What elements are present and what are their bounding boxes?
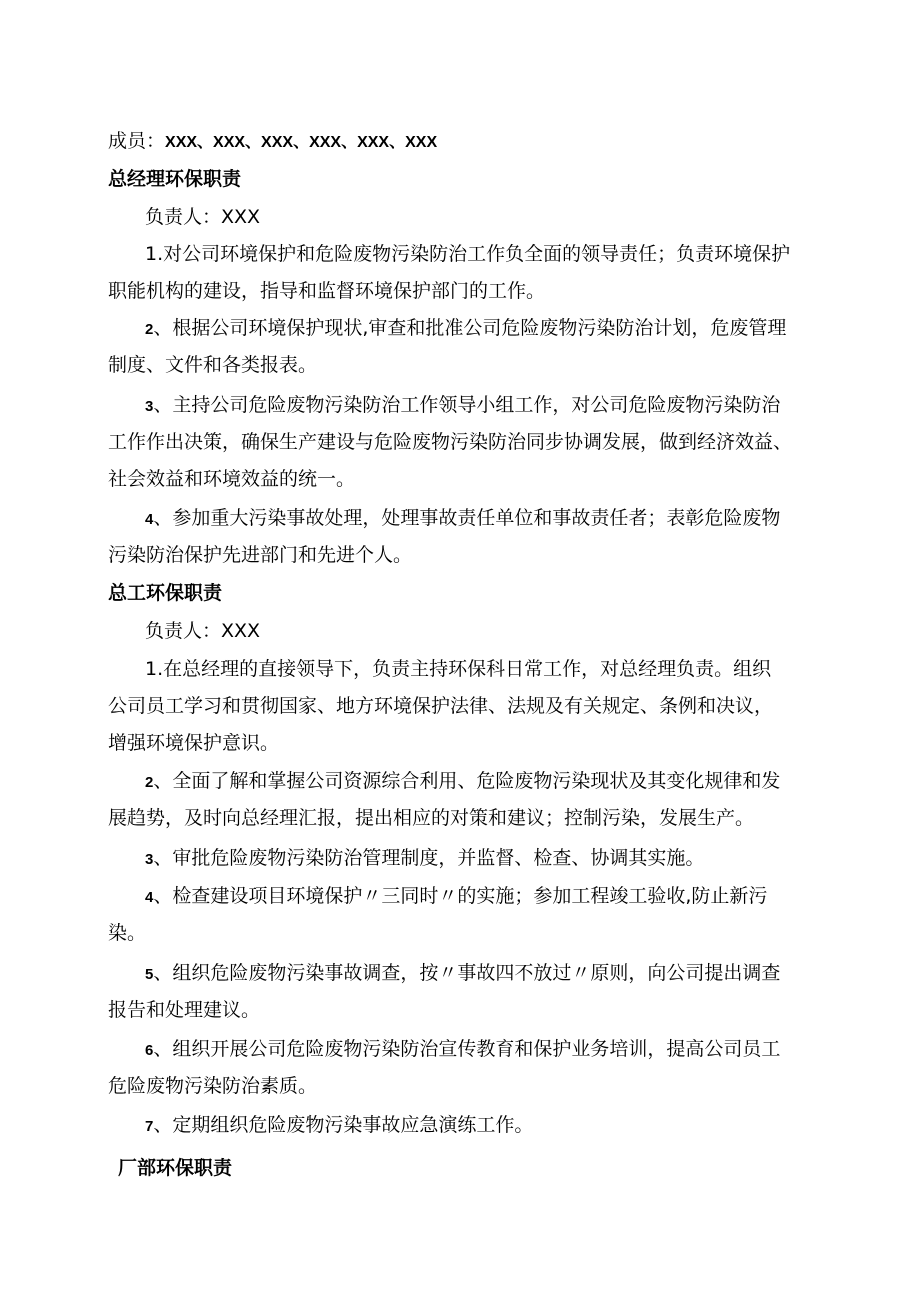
ce-item5-number: 5 [145,966,154,983]
gm-item4-text: 、参加重大污染事故处理，处理事故责任单位和事故责任者；表彰危险废物 [153,507,781,529]
ce-item2-number: 2 [145,774,154,791]
ce-item3-text: 、审批危险废物污染防治管理制度，并监督、检查、协调其实施。 [153,847,705,869]
gm-item2-line1 [145,315,786,343]
ce-item4-line2: 染。 [108,922,147,944]
gm-heading: 总经理环保职责 [108,168,242,190]
gm-item3-number: 3 [145,398,154,415]
ce-item3-line1 [145,845,704,873]
gm-item3-line2: 工作作出决策，确保生产建设与危险废物污染防治同步协调发展，做到经济效益、 [108,431,793,453]
ce-item7-line1 [145,1112,533,1140]
ce-item1-line3: 增强环境保护意识。 [108,732,280,754]
ce-item5-line2: 报告和处理建议。 [108,999,261,1021]
gm-item1-line2: 职能机构的建设，指导和监督环境保护部门的工作。 [108,280,546,302]
ce-item6-number: 6 [145,1042,154,1059]
ce-item5-text: 、组织危险废物污染事故调查，按〃事故四不放过〃原则，向公司提出调查 [153,962,781,984]
ce-item6-text: 、组织开展公司危险废物污染防治宣传教育和保护业务培训，提高公司员工 [153,1038,781,1060]
gm-item2-line2: 制度、文件和各类报表。 [108,354,318,376]
ce-item5-line1 [145,960,780,988]
ce-item3-number: 3 [145,851,154,868]
ce-item4-text: 、检查建设项目环境保护〃三同时〃的实施；参加工程竣工验收,防止新污 [153,885,768,907]
gm-item2-number: 2 [145,321,154,338]
gm-item2-text: 、根据公司环境保护现状,审查和批准公司危险废物污染防治计划，危废管理 [153,317,787,339]
gm-item3-line1 [145,392,780,420]
gm-item3-line3: 社会效益和环境效益的统一。 [108,468,356,490]
ce-item6-line1 [145,1036,780,1064]
members-line [108,128,437,156]
gm-item1-line1: 1.对公司环境保护和危险废物污染防治工作负全面的领导责任；负责环境保护 [145,243,791,265]
ce-item2-line2: 展趋势，及时向总经理汇报，提出相应的对策和建议；控制污染，发展生产。 [108,807,755,829]
gm-item4-number: 4 [145,511,154,528]
members-names: XXX、XXX、XXX、XXX、XXX、XXX [165,134,438,151]
ce-item2-text: 、全面了解和掌握公司资源综合利用、危险废物污染现状及其变化规律和发 [153,770,781,792]
ce-item7-number: 7 [145,1118,154,1135]
ce-item2-line1 [145,768,780,796]
ce-item4-line1 [145,883,767,911]
ce-item4-number: 4 [145,889,154,906]
gm-item3-text: 、主持公司危险废物污染防治工作领导小组工作，对公司危险废物污染防治 [153,394,781,416]
gm-item4-line1 [145,505,780,533]
ce-item7-text: 、定期组织危险废物污染事故应急演练工作。 [153,1114,534,1136]
ce-item1-line1: 1.在总经理的直接领导下，负责主持环保科日常工作，对总经理负责。组织 [145,658,772,680]
factory-heading: 厂部环保职责 [118,1157,233,1179]
members-label: 成员： [108,130,166,152]
ce-responsible: 负责人：XXX [145,620,261,642]
gm-responsible: 负责人：XXX [145,206,261,228]
ce-heading: 总工环保职责 [108,582,223,604]
ce-item6-line2: 危险废物污染防治素质。 [108,1075,318,1097]
gm-item4-line2: 污染防治保护先进部门和先进个人。 [108,544,413,566]
ce-item1-line2: 公司员工学习和贯彻国家、地方环境保护法律、法规及有关规定、条例和决议， [108,695,774,717]
